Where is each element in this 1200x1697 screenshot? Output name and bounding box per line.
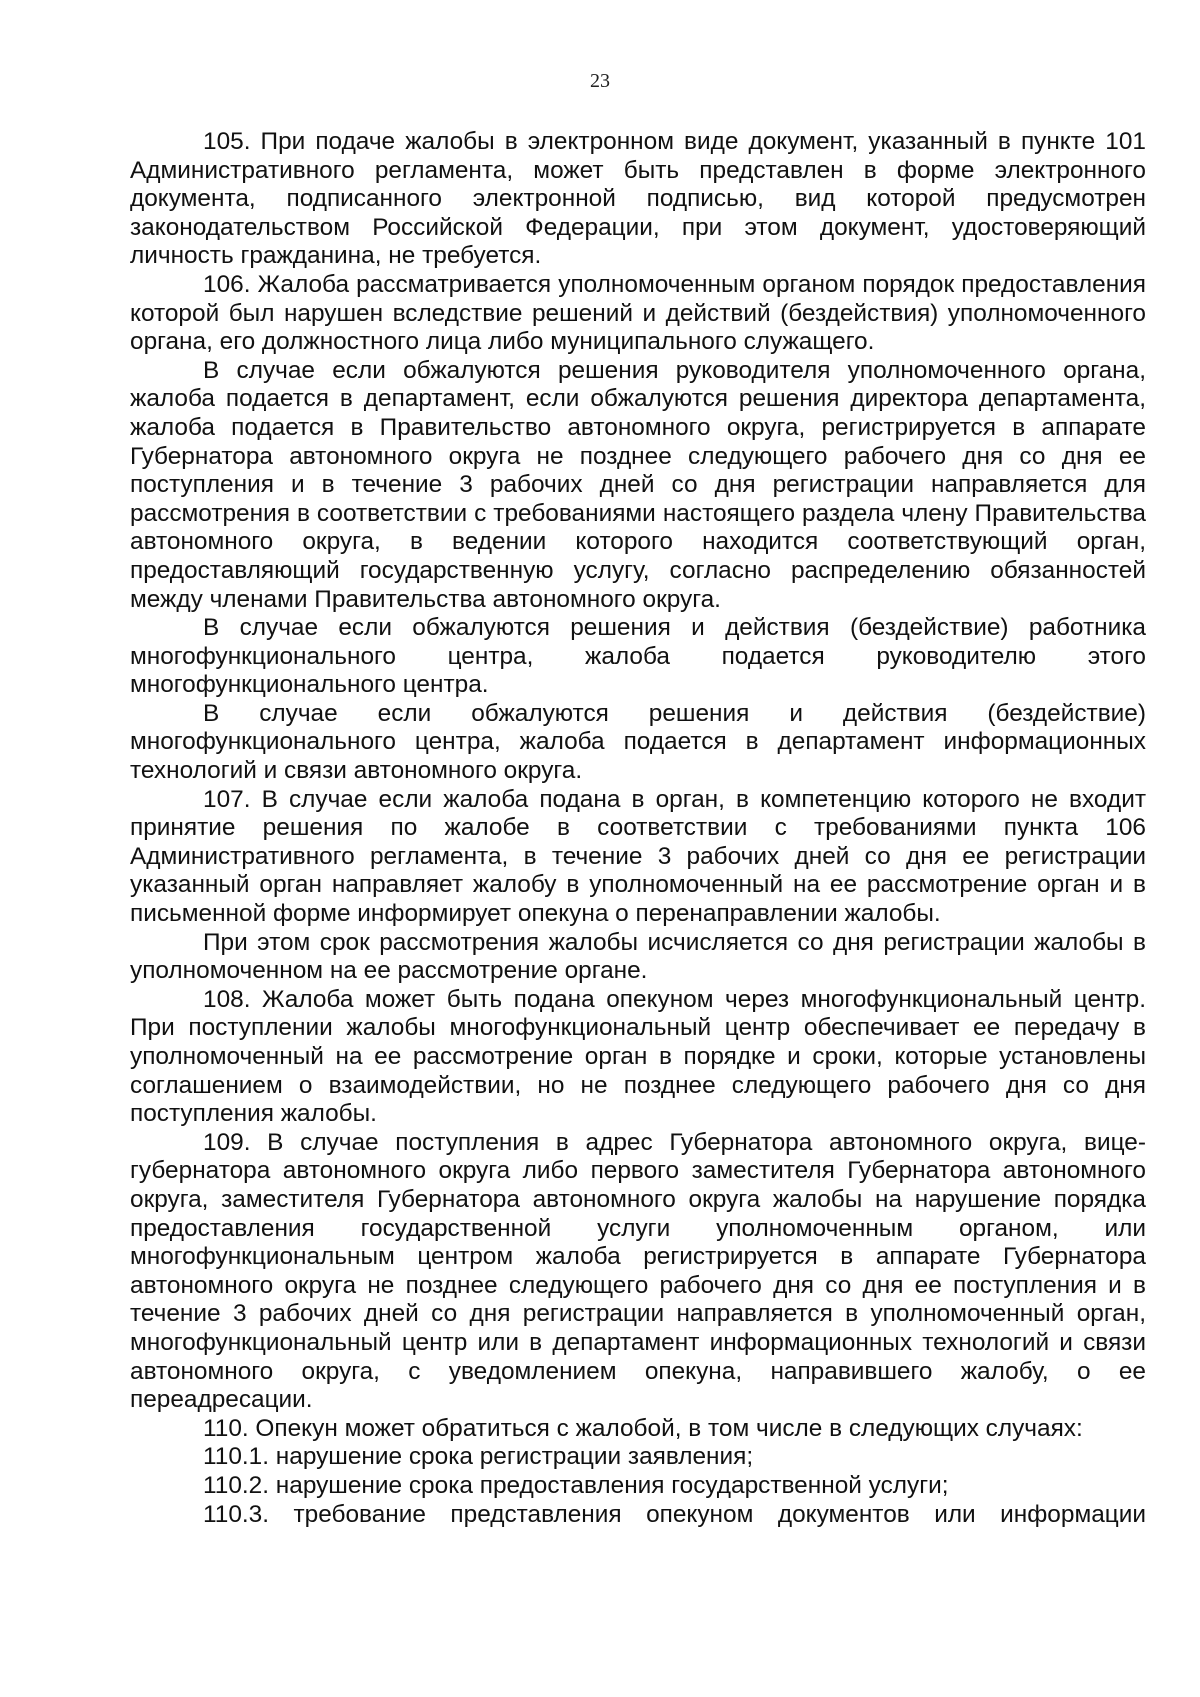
paragraph-107: 107. В случае если жалоба подана в орган, в компетенцию которого не входит принятие решения по жалобе в соответствии с требованиями пункта 106 Административного регламента, в течение 3 рабочих дней со дня ее регистрации указанный орган направляет жалобу в уполномоченный на ее рассмотрение орган и в письменной форме информирует опекуна о перенаправлении жалобы. <box>130 785 1146 928</box>
paragraph-110-3: 110.3. требование представления опекуном документов или информации <box>203 1500 1146 1528</box>
paragraph-106-appeal-mfc-employee: В случае если обжалуются решения и действия (бездействие) работника многофункционального центра, жалоба подается руководителю этого многофункционального центра. <box>130 614 1146 699</box>
paragraph-110: 110. Опекун может обратиться с жалобой, в том числе в следующих случаях: <box>203 1414 1083 1442</box>
paragraph-110-1: 110.1. нарушение срока регистрации заявления; <box>203 1443 754 1471</box>
page-number: 23 <box>590 70 610 92</box>
paragraph-106: 106. Жалоба рассматривается уполномоченным органом порядок предоставления которой был нарушен вследствие решений и действий (бездействия) уполномоченного органа, его должностного лица либо муниципального служащего. <box>130 270 1146 356</box>
paragraph-109: 109. В случае поступления в адрес Губернатора автономного округа, вице-губернатора автономного округа либо первого заместителя Губернатора автономного округа, заместителя Губернатора автономного округа жалобы на нарушение порядка предоставления государственной услуги уполномоченным органом, или многофункциональным центром жалоба регистрируется в аппарате Губернатора автономного округа не позднее следующего рабочего дня со дня ее поступления и в течение 3 рабочих дней со дня регистрации направляется в уполномоченный орган, многофункциональный центр или в департамент информационных технологий и связи автономного округа, с уведомлением опекуна, направившего жалобу, о ее переадресации. <box>130 1128 1146 1414</box>
paragraph-106-appeal-mfc: В случае если обжалуются решения и действия (бездействие) многофункционального центра, жалоба подается в департамент информационных технологий и связи автономного округа. <box>130 699 1146 785</box>
paragraph-107-term: При этом срок рассмотрения жалобы исчисляется со дня регистрации жалобы в уполномоченном на ее рассмотрение органе. <box>130 928 1146 985</box>
paragraph-105: 105. При подаче жалобы в электронном виде документ, указанный в пункте 101 Административного регламента, может быть представлен в форме электронного документа, подписанного электронной подписью, вид которой предусмотрен законодательством Российской Федерации, при этом документ, удостоверяющий личность гражданина, не требуется. <box>130 128 1146 270</box>
document-body <box>130 128 1146 1529</box>
paragraph-108: 108. Жалоба может быть подана опекуном через многофункциональный центр. При поступлении жалобы многофункциональный центр обеспечивает ее передачу в уполномоченный на ее рассмотрение орган в порядке и сроки, которые установлены соглашением о взаимодействии, но не позднее следующего рабочего дня со дня поступления жалобы. <box>130 985 1146 1128</box>
paragraph-110-2: 110.2. нарушение срока предоставления государственной услуги; <box>203 1471 949 1499</box>
paragraph-106-appeal-director: В случае если обжалуются решения руководителя уполномоченного органа, жалоба подается в департамент, если обжалуются решения директора департамента, жалоба подается в Правительство автономного округа, регистрируется в аппарате Губернатора автономного округа не позднее следующего рабочего дня со дня ее поступления и в течение 3 рабочих дней со дня регистрации направляется для рассмотрения в соответствии с требованиями настоящего раздела члену Правительства автономного округа, в ведении которого находится соответствующий орган, предоставляющий государственную услугу, согласно распределению обязанностей между членами Правительства автономного округа. <box>130 356 1146 613</box>
